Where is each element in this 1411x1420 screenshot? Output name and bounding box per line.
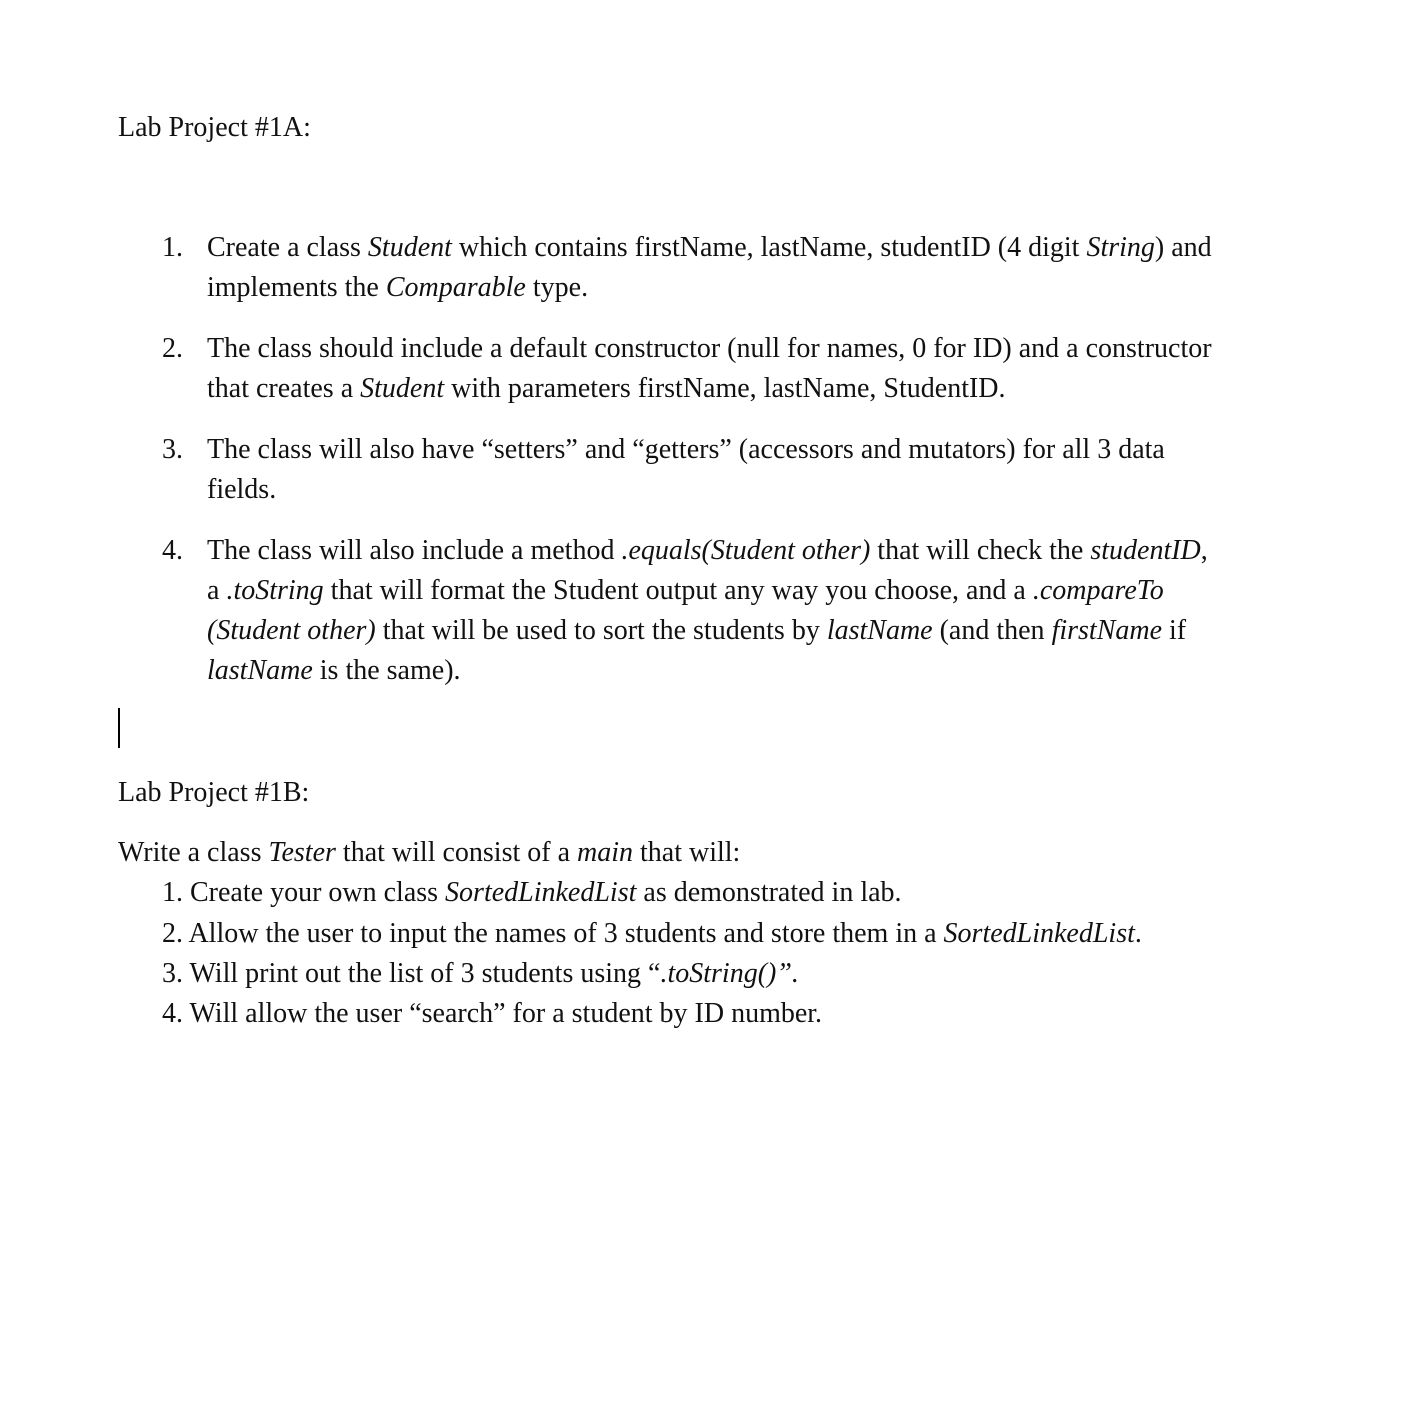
text-run: (and then bbox=[932, 615, 1052, 646]
text-run: that will consist of a bbox=[335, 837, 577, 868]
list-b-item-1 bbox=[162, 873, 902, 913]
italic-run: .toString bbox=[226, 575, 324, 606]
list-a-item-4-line-3 bbox=[207, 611, 1186, 651]
text-run: as demonstrated in lab. bbox=[636, 877, 902, 908]
text-run: that will: bbox=[633, 837, 741, 868]
list-a-item-1-line-1 bbox=[207, 228, 1212, 268]
text-run: which contains firstName, lastName, studentID (4 digit bbox=[451, 232, 1087, 263]
italic-run: String bbox=[1086, 232, 1155, 263]
italic-run: .toString()”. bbox=[660, 958, 799, 989]
text-run: . bbox=[1134, 918, 1142, 949]
italic-run: Student bbox=[367, 232, 452, 263]
text-run: implements the bbox=[207, 272, 386, 303]
list-a-item-2-line-2 bbox=[207, 369, 1006, 409]
italic-run: SortedLinkedList bbox=[943, 918, 1135, 949]
text-run: 1. Create your own class bbox=[162, 877, 446, 908]
italic-run: studentID bbox=[1090, 535, 1201, 566]
italic-run: firstName bbox=[1051, 615, 1163, 646]
italic-run: SortedLinkedList bbox=[445, 877, 637, 908]
text-run: The class will also include a method bbox=[207, 535, 622, 566]
text-run: The class will also have “setters” and “getters” (accessors and mutators) for all 3 data bbox=[207, 434, 1165, 465]
italic-run: (Student other) bbox=[207, 615, 376, 646]
text-run: a bbox=[207, 575, 227, 606]
italic-run: main bbox=[577, 837, 633, 868]
text-run: fields. bbox=[207, 474, 277, 505]
italic-run: Student bbox=[360, 373, 445, 404]
list-a-item-4-line-2 bbox=[207, 571, 1164, 611]
text-run: The class should include a default constructor (null for names, 0 for ID) and a constructor bbox=[207, 333, 1212, 364]
italic-run: .compareTo bbox=[1032, 575, 1164, 606]
list-a-number: 3. bbox=[162, 434, 183, 465]
heading-lab-1b: Lab Project #1B: bbox=[118, 777, 310, 808]
list-a-item-3-line-1 bbox=[207, 430, 1165, 470]
italic-run: lastName bbox=[826, 615, 933, 646]
text-run: that will be used to sort the students by bbox=[375, 615, 827, 646]
list-a-item-1-line-2 bbox=[207, 268, 588, 308]
text-run: with parameters firstName, lastName, StudentID. bbox=[444, 373, 1006, 404]
text-run: is the same). bbox=[312, 655, 461, 686]
text-run: type. bbox=[525, 272, 589, 303]
heading-lab-1a: Lab Project #1A: bbox=[118, 112, 311, 143]
text-run: that will format the Student output any way you choose, and a bbox=[323, 575, 1033, 606]
text-run: if bbox=[1162, 615, 1187, 646]
text-run: ) and bbox=[1154, 232, 1212, 263]
list-b-item-4 bbox=[162, 994, 822, 1034]
text-run: 3. Will print out the list of 3 students using “ bbox=[162, 958, 661, 989]
list-a-number: 2. bbox=[162, 333, 183, 364]
list-a-item-2-line-1 bbox=[207, 329, 1212, 369]
text-run: Create a class bbox=[207, 232, 368, 263]
text-run: , bbox=[1200, 535, 1208, 566]
text-run: that will check the bbox=[870, 535, 1091, 566]
italic-run: Comparable bbox=[385, 272, 526, 303]
list-a-item-4-line-4 bbox=[207, 651, 461, 691]
italic-run: lastName bbox=[207, 655, 313, 686]
list-b-item-2 bbox=[162, 914, 1142, 954]
text-run: 2. Allow the user to input the names of 3 students and store them in a bbox=[162, 918, 944, 949]
text-run: Write a class bbox=[118, 837, 269, 868]
italic-run: .equals(Student other) bbox=[621, 535, 871, 566]
italic-run: Tester bbox=[268, 837, 336, 868]
text-run: that creates a bbox=[207, 373, 361, 404]
list-a-item-3-line-2 bbox=[207, 470, 276, 510]
text-run: 4. Will allow the user “search” for a student by ID number. bbox=[162, 998, 823, 1029]
list-a-item-4-line-1 bbox=[207, 531, 1208, 571]
list-a-number: 4. bbox=[162, 535, 183, 566]
list-a-number: 1. bbox=[162, 232, 183, 263]
intro-b bbox=[118, 833, 740, 873]
text-cursor[interactable] bbox=[118, 708, 120, 748]
list-b-item-3 bbox=[162, 954, 799, 994]
